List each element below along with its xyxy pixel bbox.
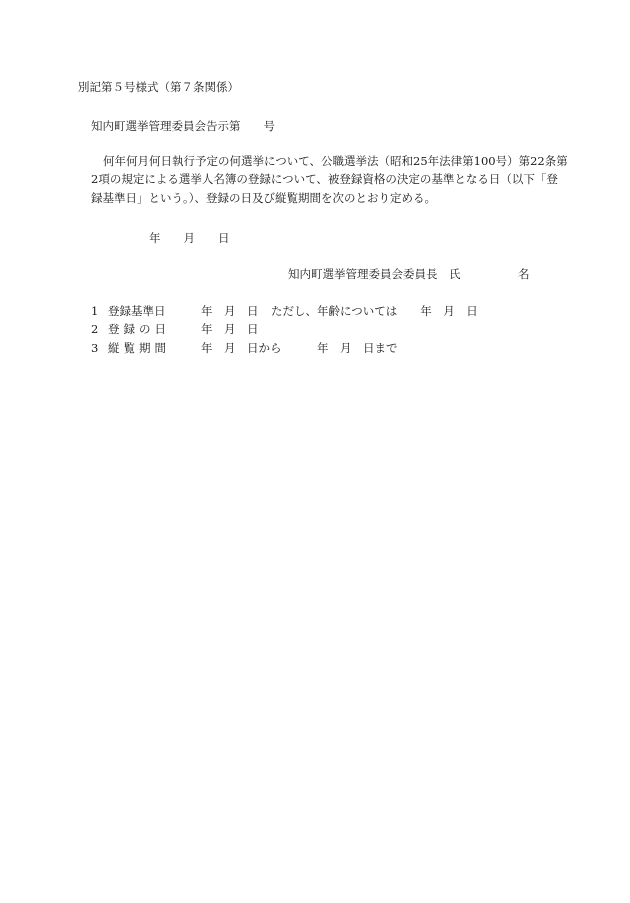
item-date-to: 年 月 日まで: [317, 341, 398, 355]
item-label: 縦覧期間: [108, 341, 170, 355]
notice-date: 年 月 日: [149, 231, 230, 245]
body-text-line: 何年何月何日執行予定の何選挙について、公職選挙法（昭和25年法律第100号）第22条第: [103, 154, 568, 168]
signature-line: 知内町選挙管理委員会委員長 氏 名: [288, 267, 530, 281]
notice-number: 知内町選挙管理委員会告示第 号: [91, 119, 275, 133]
item-date: 年 月 日: [201, 322, 259, 336]
form-label: 別記第５号様式（第７条関係）: [78, 80, 239, 94]
item-number: 2: [91, 322, 99, 336]
body-text-line: 録基準日」という。）、登録の日及び縦覧期間を次のとおり定める。: [91, 191, 436, 205]
item-date-from: 年 月 日から: [201, 341, 282, 355]
item-number: 3: [91, 341, 99, 355]
item-label: 登録の日: [108, 322, 170, 336]
body-text-line: 2項の規定による選挙人名簿の登録について、被登録資格の決定の基準となる日（以下「登: [91, 172, 558, 186]
item-note: ただし、年齢については 年 月 日: [271, 304, 478, 318]
item-number: 1: [91, 304, 99, 318]
item-label: 登録基準日: [108, 304, 166, 318]
item-date: 年 月 日: [201, 304, 259, 318]
